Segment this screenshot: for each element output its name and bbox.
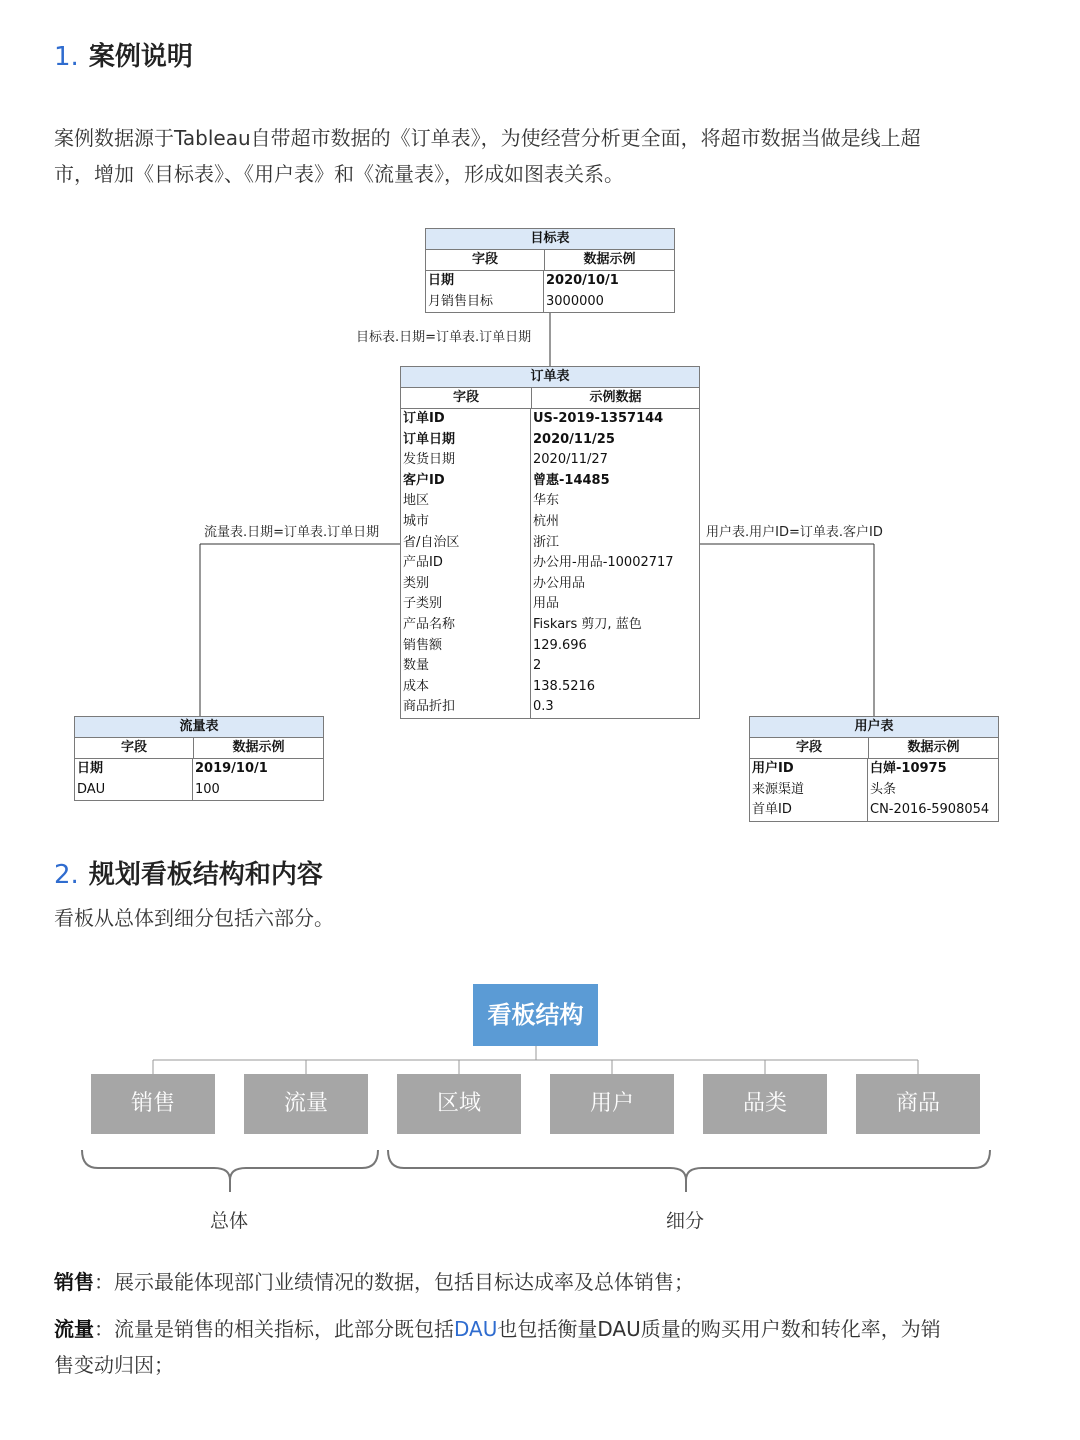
value-cell: 杭州 [533,513,560,529]
table-title: 目标表 [426,229,674,250]
header-value: 示例数据 [589,390,642,405]
table-row [401,512,699,533]
desc-sales-text: ：展示最能体现部门业绩情况的数据，包括目标达成率及总体销售； [94,1270,694,1294]
field-cell: 客户ID [401,471,531,492]
field-cell: 产品名称 [401,615,531,636]
desc-traffic-text-b: 也包括衡量DAU质量的购买用户数和转化率，为销 [497,1317,941,1341]
table-row [401,533,699,554]
board-category-region: 区域 [397,1074,521,1134]
table-row [750,780,998,801]
board-root-box: 看板结构 [473,984,598,1046]
header-field: 字段 [426,250,545,270]
section-title: 案例说明 [88,42,193,72]
field-cell: 地区 [401,491,531,512]
desc-sales-label: 销售 [54,1270,94,1294]
value-cell: 100 [195,781,220,797]
table-row [401,553,699,574]
header-value: 数据示例 [907,740,960,755]
table-row [75,759,323,780]
field-cell: 首单ID [750,800,868,821]
intro-line-2: 市，增加《目标表》、《用户表》和《流量表》，形成如图表关系。 [54,162,624,186]
table-row [401,409,699,430]
value-cell: 办公用-用品-10002717 [533,555,674,571]
field-cell: DAU [75,780,193,801]
table-row [426,292,674,313]
field-cell: 订单日期 [401,430,531,451]
group-label-detail: 细分 [666,1210,705,1232]
desc-traffic [54,1311,1034,1383]
table-title: 用户表 [750,717,998,738]
value-cell: 办公用品 [533,575,586,591]
value-cell: 华东 [533,493,560,509]
table-row [401,615,699,636]
value-cell: US-2019-1357144 [533,411,664,426]
header-field: 字段 [750,738,869,758]
value-cell: Fiskars 剪刀, 蓝色 [533,616,642,632]
desc-traffic-text-c: 售变动归因； [54,1353,174,1377]
user-table [749,716,999,822]
field-cell: 来源渠道 [750,780,868,801]
field-cell: 产品ID [401,553,531,574]
target-table [425,228,675,313]
field-cell: 成本 [401,677,531,698]
header-field: 字段 [75,738,194,758]
board-category-user: 用户 [550,1074,674,1134]
field-cell: 用户ID [750,759,868,780]
section-number: 1. [54,42,79,72]
value-cell: 2020/11/25 [533,431,615,447]
value-cell: 0.3 [533,699,554,715]
value-cell: 138.5216 [533,678,596,694]
table-row [401,594,699,615]
value-cell: 浙江 [533,534,560,550]
table-row [401,471,699,492]
value-cell: CN-2016-5908054 [870,802,990,818]
field-cell: 订单ID [401,409,531,430]
table-row [401,430,699,451]
table-row [750,800,998,821]
field-cell: 类别 [401,574,531,595]
desc-traffic-text-a: ：流量是销售的相关指标，此部分既包括 [94,1317,454,1341]
table-header [750,738,998,759]
header-value: 数据示例 [232,740,285,755]
value-cell: 曾惠-14485 [533,472,610,488]
desc-sales [54,1264,1034,1300]
table-header [75,738,323,759]
table-row [401,677,699,698]
field-cell: 城市 [401,512,531,533]
table-row [401,697,699,718]
header-field: 字段 [401,388,532,408]
table-title: 流量表 [75,717,323,738]
desc-traffic-label: 流量 [54,1317,94,1341]
field-cell: 商品折扣 [401,697,531,718]
field-cell: 月销售目标 [426,292,544,313]
value-cell: 2020/10/1 [546,273,619,288]
value-cell: 129.696 [533,637,587,653]
section-heading-2 [54,854,323,891]
dau-link[interactable]: DAU [454,1317,498,1341]
group-label-overall: 总体 [210,1210,249,1232]
table-row [75,780,323,801]
value-cell: 2019/10/1 [195,761,268,776]
order-table [400,366,700,719]
relation-label-traffic: 流量表.日期=订单表.订单日期 [204,525,380,540]
field-cell: 数量 [401,656,531,677]
section-title: 规划看板结构和内容 [88,860,323,890]
board-category-sales: 销售 [91,1074,215,1134]
table-row [401,656,699,677]
relation-label-user: 用户表.用户ID=订单表.客户ID [706,525,883,540]
table-header [426,250,674,271]
section2-text: 看板从总体到细分包括六部分。 [54,906,334,930]
table-row [426,271,674,292]
field-cell: 日期 [426,271,544,292]
table-header [401,388,699,409]
field-cell: 发货日期 [401,450,531,471]
board-category-traffic: 流量 [244,1074,368,1134]
table-row [401,450,699,471]
value-cell: 用品 [533,596,560,612]
table-row [401,636,699,657]
value-cell: 2 [533,658,542,674]
value-cell: 2020/11/27 [533,452,608,468]
relation-label-target: 目标表.日期=订单表.订单日期 [356,330,532,345]
field-cell: 子类别 [401,594,531,615]
value-cell: 白婵-10975 [870,761,947,776]
board-category-product: 商品 [856,1074,980,1134]
field-cell: 日期 [75,759,193,780]
table-row [401,491,699,512]
field-cell: 销售额 [401,636,531,657]
section-number: 2. [54,860,79,890]
field-cell: 省/自治区 [401,533,531,554]
table-title: 订单表 [401,367,699,388]
intro-line-1: 案例数据源于Tableau自带超市数据的《订单表》，为使经营分析更全面，将超市数据当做是线上超 [54,126,921,150]
table-row [750,759,998,780]
value-cell: 3000000 [546,293,604,309]
header-value: 数据示例 [583,252,636,267]
table-row [401,574,699,595]
traffic-table [74,716,324,801]
value-cell: 头条 [870,781,897,797]
board-category-category: 品类 [703,1074,827,1134]
